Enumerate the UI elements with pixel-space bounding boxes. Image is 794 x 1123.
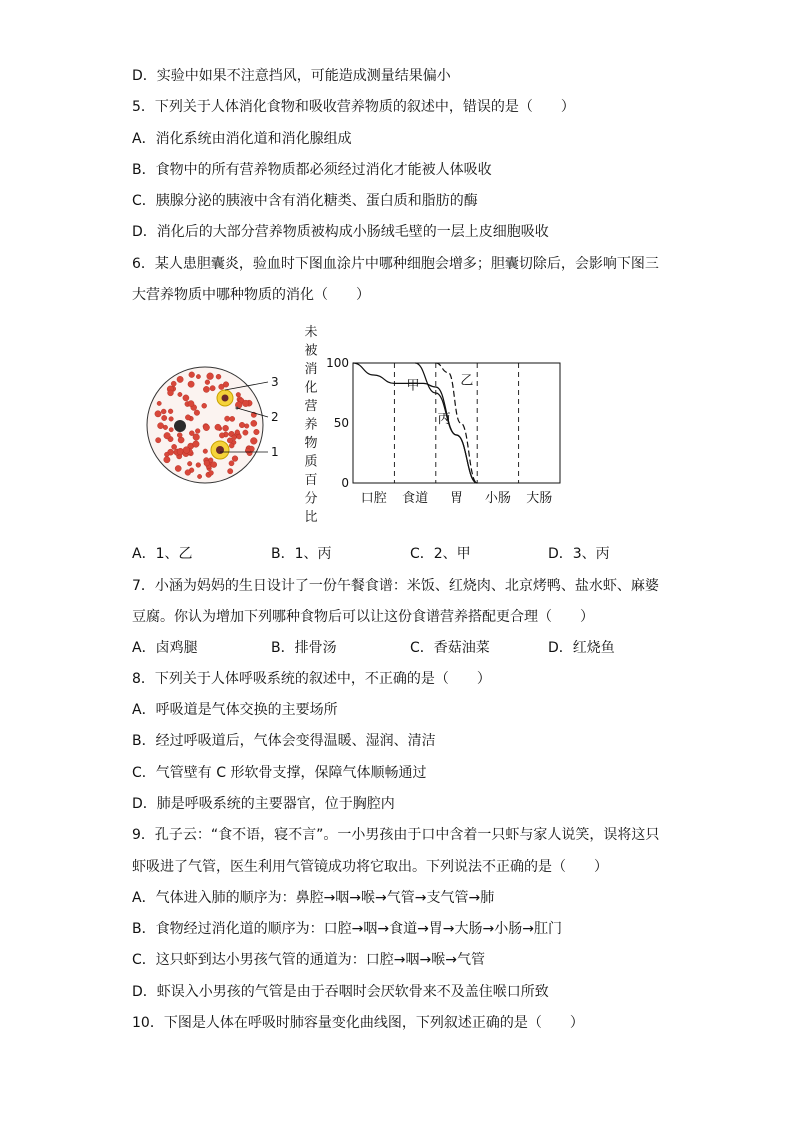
q6-stem-line2: 大营养物质中哪种物质的消化（ ）: [132, 287, 370, 303]
red-blood-cell: [203, 424, 209, 430]
q7-option-d: D．红烧鱼: [548, 640, 615, 656]
red-blood-cell: [164, 457, 170, 463]
q9-option-a: A．气体进入肺的顺序为：鼻腔→咽→喉→气管→支气管→肺: [132, 890, 495, 906]
q7-option-a: A．卤鸡腿: [132, 640, 198, 656]
smear-label-2: 2: [271, 410, 279, 424]
series-label-乙: 乙: [460, 373, 474, 389]
red-blood-cell: [168, 409, 173, 414]
red-blood-cell: [164, 452, 169, 457]
red-blood-cell: [232, 456, 238, 462]
chart-ylabel: [304, 324, 317, 525]
chart-categories: [361, 490, 553, 506]
red-blood-cell: [161, 409, 166, 414]
dark-cell: [174, 420, 186, 432]
q5-option-c: C．胰腺分泌的胰液中含有消化糖类、蛋白质和脂肪的酶: [132, 193, 478, 209]
red-blood-cell: [178, 437, 184, 443]
red-blood-cell: [203, 386, 209, 392]
q8-option-d: D．肺是呼吸系统的主要器官，位于胸腔内: [132, 796, 395, 812]
red-blood-cell: [183, 395, 189, 401]
q9-stem-line2: 虾吸进了气管，医生利用气管镜成功将它取出。下列说法不正确的是（ ）: [132, 859, 608, 875]
red-blood-cell: [219, 384, 225, 390]
red-blood-cell: [230, 416, 235, 421]
red-blood-cell: [250, 438, 257, 445]
red-blood-cell: [185, 470, 191, 476]
red-blood-cell: [158, 423, 164, 429]
red-blood-cell: [227, 438, 232, 443]
red-blood-cell: [225, 416, 230, 421]
q6-option-c: C．2、甲: [410, 546, 471, 562]
q9-option-d: D．虾误入小男孩的气管是由于吞咽时会厌软骨来不及盖住喉口所致: [132, 984, 549, 1000]
category-label: 胃: [449, 491, 464, 506]
red-blood-cell: [177, 433, 182, 438]
q5-option-b: B．食物中的所有营养物质都必须经过消化才能被人体吸收: [132, 162, 492, 178]
q9-option-b: B．食物经过消化道的顺序为：口腔→咽→食道→胃→大肠→小肠→肛门: [132, 921, 562, 937]
red-blood-cell: [229, 443, 234, 448]
q6-option-d: D．3、丙: [548, 546, 610, 562]
red-blood-cell: [196, 374, 200, 378]
red-blood-cell: [209, 471, 214, 476]
red-blood-cell: [211, 462, 217, 468]
red-blood-cell: [164, 432, 171, 439]
red-blood-cell: [194, 410, 200, 416]
red-blood-cell: [157, 401, 161, 405]
q8-option-c: C．气管壁有 C 形软骨支撑，保障气体顺畅通过: [132, 765, 427, 781]
ylabel-char: 消: [304, 362, 318, 377]
q5-stem: 5．下列关于人体消化食物和吸收营养物质的叙述中，错误的是（ ）: [132, 99, 575, 115]
red-blood-cell: [229, 461, 234, 466]
q6-stem-line1: 6．某人患胆囊炎，验血时下图血涂片中哪种细胞会增多；胆囊切除后，会影响下图三: [132, 256, 659, 272]
y-tick-label: 0: [341, 476, 349, 490]
red-blood-cell: [188, 381, 194, 387]
chart-y-ticks: [326, 356, 349, 490]
red-blood-cell: [168, 390, 174, 396]
red-blood-cell: [195, 429, 200, 434]
red-blood-cell: [189, 372, 195, 378]
category-label: 食道: [402, 491, 429, 506]
q9-option-c: C．这只虾到达小男孩气管的通道为：口腔→咽→喉→气管: [132, 952, 485, 968]
ylabel-char: 被: [304, 343, 318, 359]
smear-label-1: 1: [271, 445, 279, 459]
red-blood-cell: [207, 373, 214, 380]
red-blood-cell: [228, 469, 233, 474]
red-blood-cell: [187, 461, 192, 466]
ylabel-char: 未: [304, 325, 318, 340]
ylabel-char: 分: [304, 491, 318, 507]
red-blood-cell: [178, 392, 182, 396]
ylabel-char: 物: [304, 436, 318, 451]
red-blood-cell: [236, 392, 241, 397]
q4-option-d: D．实验中如果不注意挡风，可能造成测量结果偏小: [132, 68, 451, 84]
series-label-丙: 丙: [437, 412, 451, 427]
red-blood-cell: [251, 420, 257, 426]
ylabel-char: 营: [304, 399, 318, 414]
q6-option-a: A．1、乙: [132, 546, 193, 562]
q5-option-d: D．消化后的大部分营养物质被构成小肠绒毛壁的一层上皮细胞吸收: [132, 224, 549, 240]
red-blood-cell: [243, 430, 248, 435]
red-blood-cell: [242, 400, 249, 407]
red-blood-cell: [216, 374, 221, 379]
q7-stem-line1: 7．小涵为妈妈的生日设计了一份午餐食谱：米饭、红烧肉、北京烤鸭、盐水虾、麻婆: [132, 578, 659, 594]
red-blood-cell: [183, 447, 190, 454]
chart-border: [353, 363, 560, 483]
red-blood-cell: [193, 441, 200, 448]
q8-option-b: B．经过呼吸道后，气体会变得温暖、湿润、清洁: [132, 733, 436, 749]
red-blood-cell: [162, 415, 167, 420]
red-blood-cell: [219, 433, 224, 438]
chart-series: [353, 363, 477, 483]
red-blood-cell: [188, 401, 194, 407]
red-blood-cell: [172, 444, 177, 449]
q7-option-b: B．排骨汤: [271, 640, 337, 656]
red-blood-cell: [171, 381, 176, 386]
ylabel-char: 养: [304, 417, 318, 433]
y-tick-label: 50: [333, 416, 349, 430]
category-label: 小肠: [484, 491, 511, 506]
q10-stem: 10．下图是人体在呼吸时肺容量变化曲线图，下列叙述正确的是（ ）: [132, 1015, 584, 1031]
red-blood-cell: [223, 425, 229, 431]
q8-option-a: A．呼吸道是气体交换的主要场所: [132, 702, 338, 718]
ylabel-char: 百: [304, 473, 318, 488]
red-blood-cell: [189, 431, 194, 436]
smear-label-3: 3: [271, 375, 279, 389]
q8-stem: 8．下列关于人体呼吸系统的叙述中，不正确的是（ ）: [132, 671, 491, 687]
red-blood-cell: [204, 460, 210, 466]
ylabel-char: 比: [304, 510, 318, 525]
blood-smear-figure: [140, 360, 300, 490]
red-blood-cell: [175, 465, 181, 471]
red-blood-cell: [197, 474, 201, 478]
red-blood-cell: [196, 463, 201, 468]
chart-frame: [353, 363, 560, 483]
ylabel-char: 化: [304, 380, 318, 396]
red-blood-cell: [239, 422, 245, 428]
red-blood-cell: [202, 403, 207, 408]
q7-option-c: C．香菇油菜: [410, 640, 490, 656]
red-blood-cell: [169, 428, 173, 432]
red-blood-cell: [155, 411, 161, 417]
red-blood-cell: [237, 434, 242, 439]
ylabel-char: 质: [304, 454, 318, 470]
category-label: 大肠: [526, 491, 553, 506]
red-blood-cell: [205, 380, 210, 385]
digestion-chart: [300, 320, 570, 530]
red-blood-cell: [203, 449, 208, 454]
red-blood-cell: [210, 386, 215, 391]
series-label-甲: 甲: [406, 378, 420, 394]
red-blood-cell: [254, 429, 260, 435]
q5-option-a: A．消化系统由消化道和消化腺组成: [132, 131, 352, 147]
y-tick-label: 100: [326, 356, 349, 370]
red-blood-cell: [169, 417, 174, 422]
category-label: 口腔: [360, 491, 387, 506]
red-blood-cell: [235, 430, 240, 435]
red-blood-cell: [185, 415, 190, 420]
red-blood-cell: [215, 424, 221, 430]
red-blood-cell: [245, 448, 250, 453]
red-blood-cell: [156, 438, 161, 443]
q9-stem-line1: 9．孔子云：“食不语，寝不言”。一小男孩由于口中含着一只虾与家人说笑，误将这只: [132, 827, 660, 843]
red-blood-cell: [244, 424, 249, 429]
red-blood-cell: [177, 376, 183, 382]
q6-option-b: B．1、丙: [271, 546, 332, 562]
q7-stem-line2: 豆腐。你认为增加下列哪种食物后可以让这份食谱营养搭配更合理（ ）: [132, 609, 594, 625]
